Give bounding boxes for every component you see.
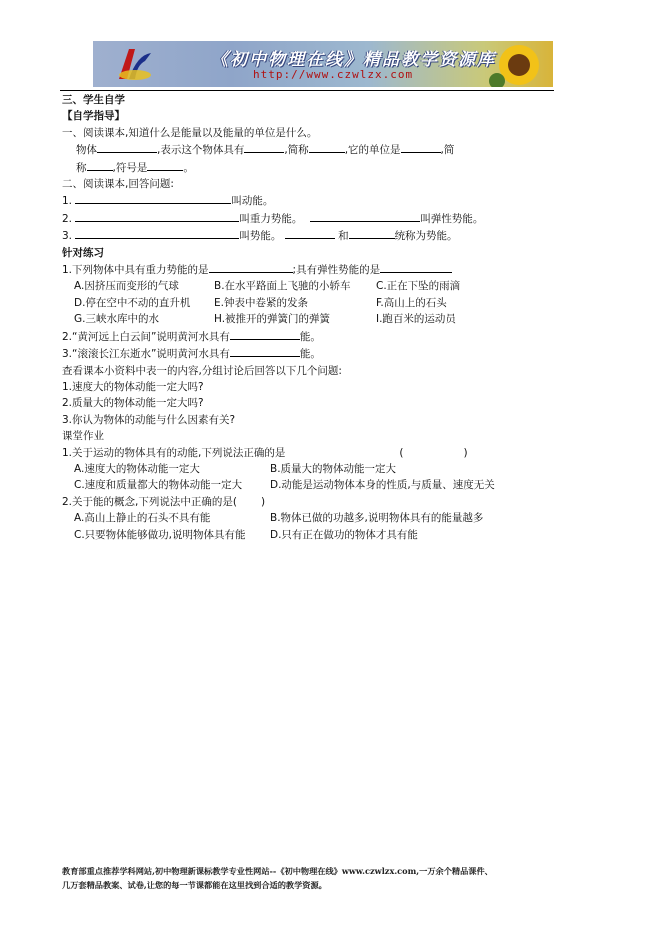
homework-1-options-row1: A.速度大的物体动能一定大 B.质量大的物体动能一定大 (74, 462, 397, 475)
question-1-fill-line2: 称 ,符号是 。 (62, 159, 602, 176)
question-1-fill-line1: 物体 ,表示这个物体具有 ,简称 ,它的单位是 ,简 (62, 141, 602, 158)
discussion-item-1: 1.速度大的物体动能一定大吗? (62, 380, 204, 393)
practice-1: 1.下列物体中具有重力势能的是 ;具有弹性势能的是 (62, 261, 602, 278)
practice-3: 3.“滚滚长江东逝水”说明黄河水具有 能。 (62, 345, 602, 362)
discussion-item-3: 3.你认为物体的动能与什么因素有关? (62, 413, 236, 426)
footer-note (62, 864, 622, 892)
practice-2: 2.“黄河远上白云间”说明黄河水具有 能。 (62, 328, 602, 345)
homework-2: 2.关于能的概念,下列说法中正确的是( ) (62, 495, 266, 508)
discussion-item-2: 2.质量大的物体动能一定大吗? (62, 397, 204, 410)
homework-1-options-row2: C.速度和质量都大的物体动能一定大 D.动能是运动物体本身的性质,与质量、速度无关 (74, 479, 495, 492)
discussion-intro: 查看课本小资料中表一的内容,分组讨论后回答以下几个问题: (62, 364, 342, 377)
worksheet (62, 92, 602, 543)
sunflower-icon (489, 43, 549, 87)
banner-title: 《初中物理在线》精品教学资源库 (211, 50, 496, 70)
footer-line-1: 教育部重点推荐学科网站,初中物理新课标教学专业性网站--《初中物理在线》www.czwlzx.com,一万余个精品课件、 (62, 866, 493, 876)
homework-1: 1.关于运动的物体具有的动能,下列说法正确的是 ( ) (62, 446, 468, 459)
practice-1-options-row3: G.三峡水库中的水 H.被推开的弹簧门的弹簧 I.跑百米的运动员 (74, 313, 456, 326)
banner-url[interactable]: http://www.czwlzx.com (253, 68, 414, 81)
header-banner (93, 41, 553, 87)
fill-1: 1. 叫动能。 (62, 192, 602, 209)
homework-2-options-row2: C.只要物体能够做功,说明物体具有能 D.只有正在做功的物体才具有能 (74, 528, 418, 541)
homework-2-options-row1: A.高山上静止的石头不具有能 B.物体已做的功越多,说明物体具有的能量越多 (74, 512, 484, 525)
fill-3: 3. 叫势能。 和 统称为势能。 (62, 227, 602, 244)
practice-title: 针对练习 (62, 246, 104, 259)
header-rule (60, 90, 554, 91)
guide-title: 【自学指导】 (62, 110, 125, 123)
fill-2: 2. 叫重力势能。 叫弹性势能。 (62, 210, 602, 227)
question-2: 二、阅读课本,回答问题: (62, 178, 174, 191)
footer-line-2: 几万套精品教案、试卷,让您的每一节课都能在这里找到合适的教学资源。 (62, 880, 327, 890)
logo-icon (115, 45, 155, 83)
question-1: 一、阅读课本,知道什么是能量以及能量的单位是什么。 (62, 126, 318, 139)
practice-1-options-row1: A.因挤压而变形的气球 B.在水平路面上飞驰的小轿车 C.正在下坠的雨滴 (74, 280, 461, 293)
homework-title: 课堂作业 (62, 430, 104, 443)
section-title: 三、学生自学 (62, 94, 125, 106)
practice-1-options-row2: D.停在空中不动的直升机 E.钟表中卷紧的发条 F.高山上的石头 (74, 296, 447, 309)
